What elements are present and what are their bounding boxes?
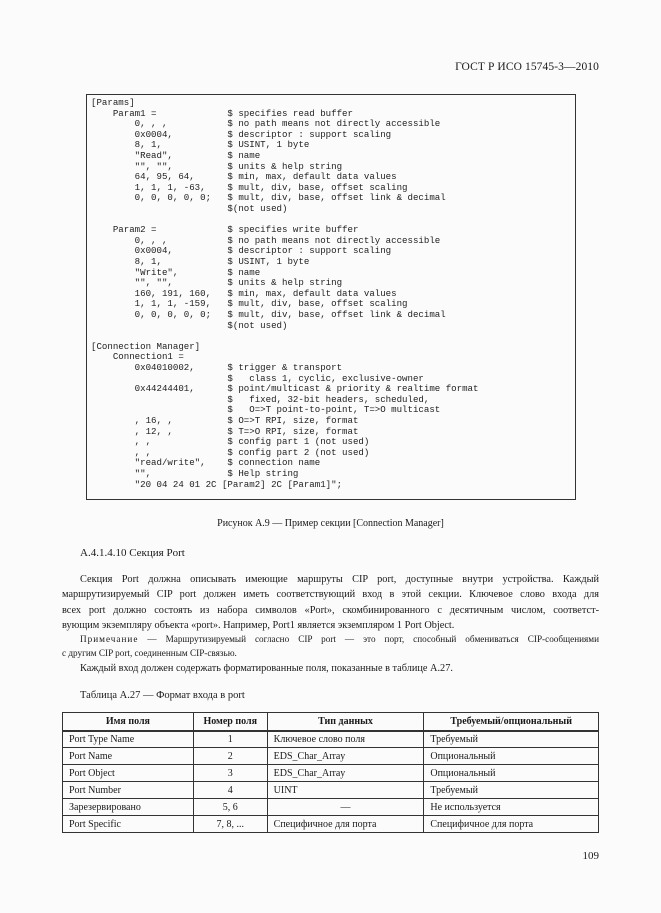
code-line: $ O=>T point-to-point, T=>O multicast — [91, 404, 441, 416]
code-line: 1, 1, 1, -159, $ mult, div, base, offset scaling — [91, 298, 408, 310]
code-line: , 12, , $ T=>O RPI, size, format — [91, 425, 359, 437]
table-row — [63, 782, 599, 799]
table-caption: Таблица А.27 — Формат входа в port — [80, 690, 245, 701]
code-line: "", $ Help string — [91, 468, 299, 479]
code-line: , , $ config part 1 (not used) — [91, 436, 370, 448]
code-line: Param2 = $ specifies write buffer — [91, 224, 359, 236]
code-line: 0x0004, $ descriptor : support scaling — [91, 245, 392, 257]
paragraph-line: маршрутизируемый CIP port должен иметь соответствующий вход в этой секции. Ключевое слово входа для — [62, 589, 599, 601]
table-cell: 5, 6 — [193, 799, 267, 816]
table-cell: 1 — [193, 731, 267, 748]
code-line: "", "", $ units & help string — [91, 277, 343, 289]
table-cell: Port Specific — [63, 816, 194, 833]
code-line: Param1 = $ specifies read buffer — [91, 107, 353, 119]
table-cell: Зарезервировано — [63, 799, 194, 816]
code-line: [Params] — [91, 97, 135, 108]
document-header: ГОСТ Р ИСО 15745-3—2010 — [455, 61, 599, 73]
table-cell: Не используется — [424, 799, 599, 816]
code-line: 0, , , $ no path means not directly accessible — [91, 118, 441, 130]
code-listing-box — [86, 94, 576, 500]
code-line: 0, 0, 0, 0, 0; $ mult, div, base, offset link & decimal — [91, 309, 446, 320]
table-cell: Опциональный — [424, 765, 599, 782]
table-cell: — — [267, 799, 424, 816]
port-format-table — [62, 712, 599, 833]
code-line: 8, 1, $ USINT, 1 byte — [91, 256, 310, 267]
code-line: "Write", $ name — [91, 266, 261, 278]
code-line: "read/write", $ connection name — [91, 457, 321, 469]
table-cell: Требуемый — [424, 731, 599, 748]
paragraph-line: вующим экземпляру объекта «port». Например, Port1 является экземпляром 1 Port Object. — [62, 619, 455, 631]
table-cell: 2 — [193, 748, 267, 765]
code-line: 64, 95, 64, $ min, max, default data values — [91, 171, 397, 183]
code-line: , 16, , $ O=>T RPI, size, format — [91, 415, 359, 426]
code-line: 0x04010002, $ trigger & transport — [91, 362, 343, 373]
table-row — [63, 799, 599, 816]
note-label: Примечание — [80, 634, 139, 644]
column-header: Требуемый/опциональный — [424, 713, 599, 731]
paragraph-entry-format — [62, 661, 599, 676]
section-heading: А.4.1.4.10 Секция Port — [80, 547, 185, 559]
table-cell: Специфичное для порта — [424, 816, 599, 833]
table-cell: 3 — [193, 765, 267, 782]
table-cell: EDS_Char_Array — [267, 748, 424, 765]
code-line: $ fixed, 32-bit headers, scheduled, — [91, 393, 430, 405]
table-cell: Port Number — [63, 782, 194, 799]
table-cell: Опциональный — [424, 748, 599, 765]
code-line: "20 04 24 01 2C [Param2] 2C [Param1]"; — [91, 478, 343, 490]
code-line: 0, , , $ no path means not directly accessible — [91, 234, 441, 246]
code-line: Connection1 = — [91, 351, 184, 363]
code-line: 8, 1, $ USINT, 1 byte — [91, 139, 310, 151]
table-cell: UINT — [267, 782, 424, 799]
note-text: — Маршрутизируемый согласно CIP port — это порт, способный обмениваться CIP-сообщениями — [138, 634, 599, 644]
table-row — [63, 765, 599, 782]
table-cell: Ключевое слово поля — [267, 731, 424, 748]
figure-caption: Рисунок А.9 — Пример секции [Connection Manager] — [217, 518, 444, 529]
table-cell: Port Type Name — [63, 731, 194, 748]
paragraph-line: всех port должно состоять из набора символов «Port», скомбинированного с десятичным числом, соответст- — [62, 604, 599, 616]
column-header: Номер поля — [193, 713, 267, 731]
table-row — [63, 816, 599, 833]
note-block — [62, 632, 599, 660]
table-cell: 7, 8, ... — [193, 816, 267, 833]
paragraph-port-section — [62, 572, 599, 633]
code-line: 1, 1, 1, -63, $ mult, div, base, offset scaling — [91, 181, 408, 193]
note-line — [62, 632, 599, 646]
code-line: [Connection Manager] — [91, 340, 201, 352]
paragraph-line: Секция Port должна описывать имеющие маршруты CIP port, доступные внутри устройства. Каждый — [80, 574, 599, 585]
code-line: "Read", $ name — [91, 150, 261, 161]
code-line: "", "", $ units & help string — [91, 160, 343, 172]
column-header: Имя поля — [63, 713, 194, 731]
paragraph-line: Каждый вход должен содержать форматированные поля, показанные в таблице А.27. — [80, 663, 453, 674]
table-cell: 4 — [193, 782, 267, 799]
code-line: 160, 191, 160, $ min, max, default data values — [91, 287, 397, 299]
table-cell: Требуемый — [424, 782, 599, 799]
code-line: 0, 0, 0, 0, 0; $ mult, div, base, offset link & decimal — [91, 192, 446, 204]
table-cell: Port Name — [63, 748, 194, 765]
code-line: 0x44244401, $ point/multicast & priority & realtime format — [91, 383, 479, 395]
table-cell: Port Object — [63, 765, 194, 782]
code-line: $(not used) — [91, 203, 288, 214]
note-line: с другим CIP port, соединенным CIP-связью. — [62, 648, 237, 658]
table-row — [63, 748, 599, 765]
table-cell: EDS_Char_Array — [267, 765, 424, 782]
table-header-row — [63, 713, 599, 731]
code-line: $(not used) — [91, 319, 288, 331]
code-line: $ class 1, cyclic, exclusive-owner — [91, 372, 424, 384]
column-header: Тип данных — [267, 713, 424, 731]
table-cell: Специфичное для порта — [267, 816, 424, 833]
page-number: 109 — [582, 850, 599, 862]
table-row — [63, 731, 599, 748]
code-line: 0x0004, $ descriptor : support scaling — [91, 128, 392, 140]
code-line: , , $ config part 2 (not used) — [91, 446, 370, 458]
